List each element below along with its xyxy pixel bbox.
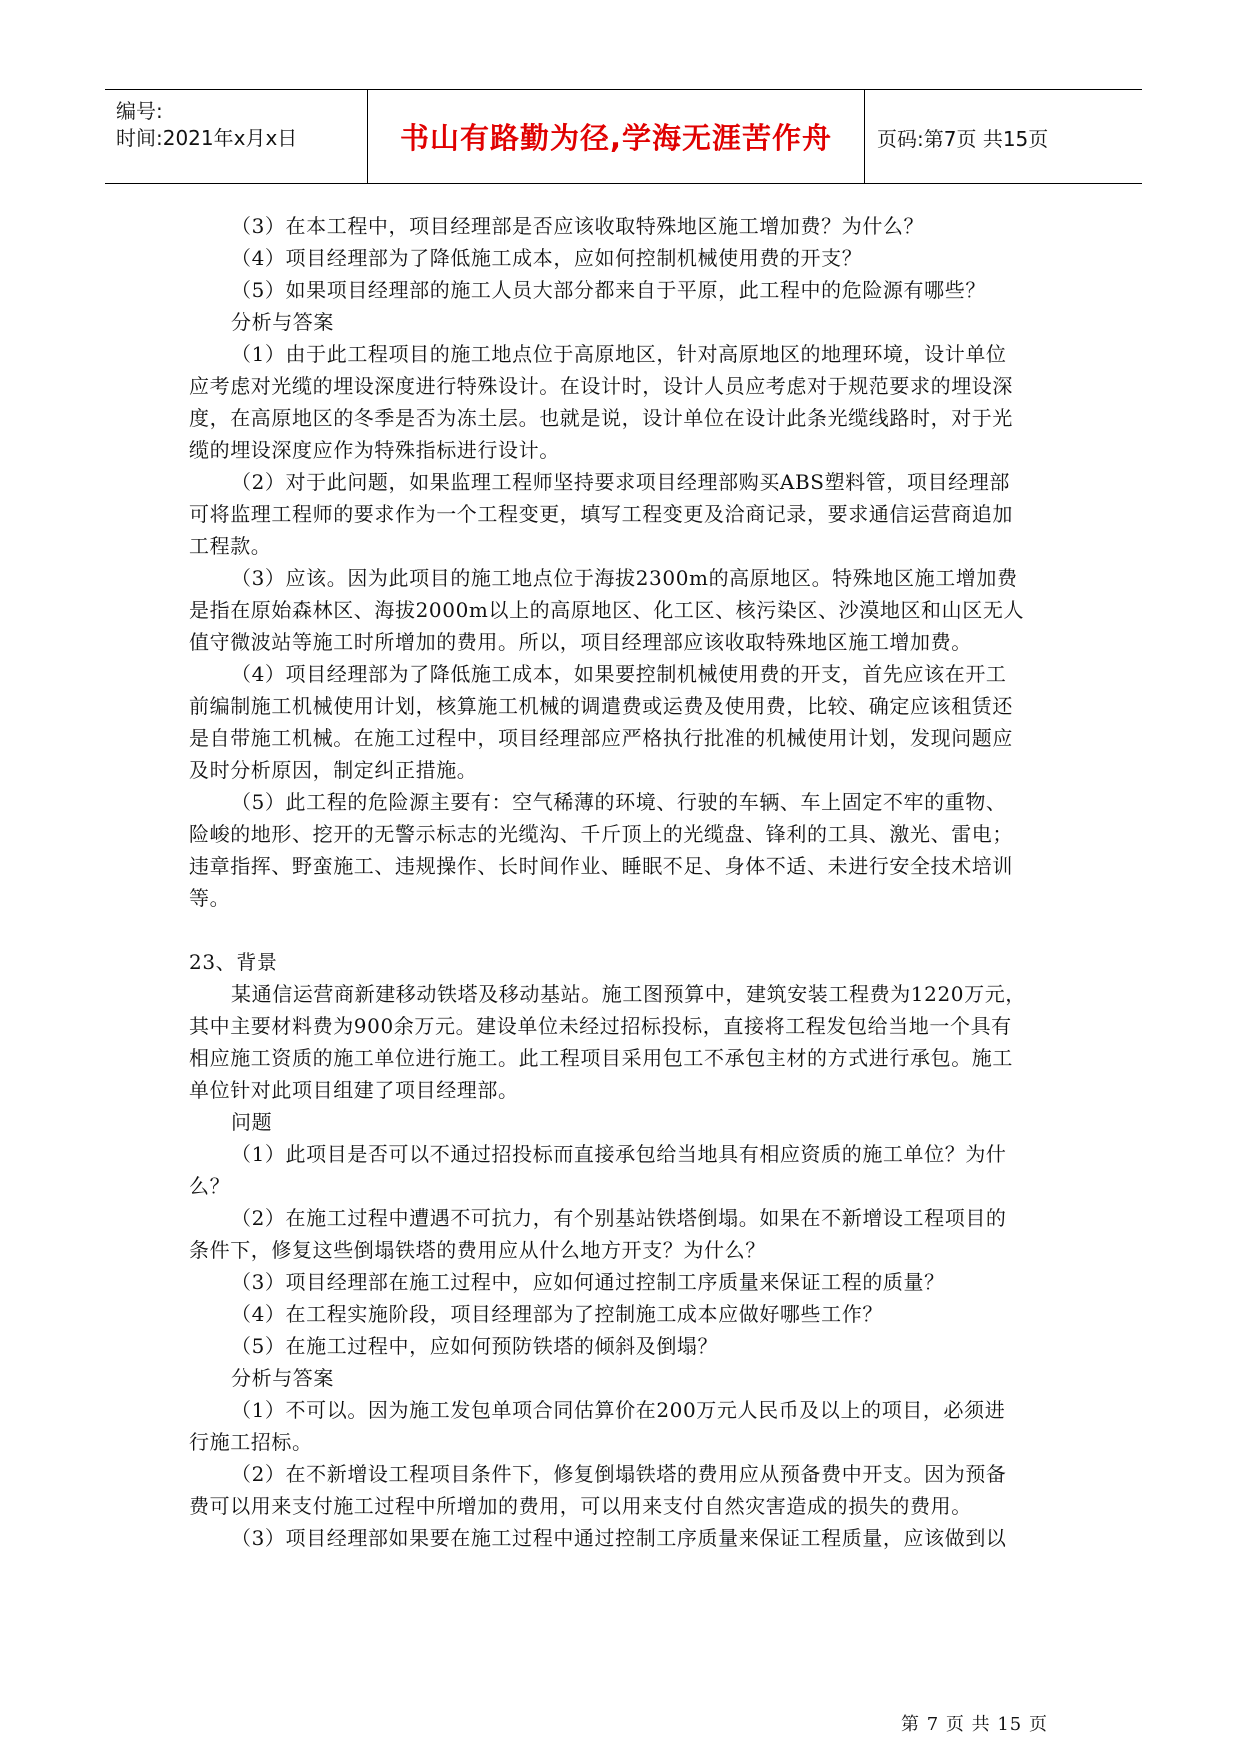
text-line: 等。 <box>189 886 231 910</box>
header-right-cell <box>865 90 1142 183</box>
header-motto: 书山有路勤为径,学海无涯苦作舟 <box>399 121 833 155</box>
text-line: （3）项目经理部在施工过程中，应如何通过控制工序质量来保证工程的质量？ <box>231 1270 945 1294</box>
text-line: 单位针对此项目组建了项目经理部。 <box>189 1078 519 1102</box>
text-line: （1）由于此工程项目的施工地点位于高原地区，针对高原地区的地理环境，设计单位 <box>231 342 1007 366</box>
text-line: （4）项目经理部为了降低施工成本，如果要控制机械使用费的开支，首先应该在开工 <box>231 662 1007 686</box>
text-line: 其中主要材料费为900余万元。建设单位未经过招标投标，直接将工程发包给当地一个具有 <box>189 1014 1012 1038</box>
text-line: （2）在不新增设工程项目条件下，修复倒塌铁塔的费用应从预备费中开支。因为预备 <box>231 1462 1007 1486</box>
header-page-code: 页码:第7页 共15页 <box>877 127 1049 151</box>
text-line: （5）在施工过程中，应如何预防铁塔的倾斜及倒塌？ <box>231 1334 719 1358</box>
text-line: （2）在施工过程中遭遇不可抗力，有个别基站铁塔倒塌。如果在不新增设工程项目的 <box>231 1206 1007 1230</box>
text-line: 条件下，修复这些倒塌铁塔的费用应从什么地方开支？为什么？ <box>189 1238 766 1262</box>
text-line: （3）项目经理部如果要在施工过程中通过控制工序质量来保证工程质量，应该做到以 <box>231 1526 1007 1550</box>
text-line: （3）应该。因为此项目的施工地点位于海拔2300m的高原地区。特殊地区施工增加费 <box>231 566 1018 590</box>
section-heading: 分析与答案 <box>231 310 334 334</box>
text-line: 某通信运营商新建移动铁塔及移动基站。施工图预算中，建筑安装工程费为1220万元， <box>231 982 1026 1006</box>
text-line: 费可以用来支付施工过程中所增加的费用，可以用来支付自然灾害造成的损失的费用。 <box>189 1494 972 1518</box>
text-line: 值守微波站等施工时所增加的费用。所以，项目经理部应该收取特殊地区施工增加费。 <box>189 630 972 654</box>
text-line: （1）此项目是否可以不通过招投标而直接承包给当地具有相应资质的施工单位？为什 <box>231 1142 1007 1166</box>
text-line: 应考虑对光缆的埋设深度进行特殊设计。在设计时，设计人员应考虑对于规范要求的埋设深 <box>189 374 1013 398</box>
text-line: 及时分析原因，制定纠正措施。 <box>189 758 478 782</box>
text-line: （2）对于此问题，如果监理工程师坚持要求项目经理部购买ABS塑料管，项目经理部 <box>231 470 1010 494</box>
text-line: （3）在本工程中，项目经理部是否应该收取特殊地区施工增加费？为什么？ <box>231 214 925 238</box>
text-line: 违章指挥、野蛮施工、违规操作、长时间作业、睡眠不足、身体不适、未进行安全技术培训 <box>189 854 1013 878</box>
document-number-label: 编号: <box>116 99 163 123</box>
text-line: 前编制施工机械使用计划，核算施工机械的调遣费或运费及使用费，比较、确定应该租赁还 <box>189 694 1013 718</box>
text-line: （4）在工程实施阶段，项目经理部为了控制施工成本应做好哪些工作？ <box>231 1302 883 1326</box>
text-line: 么？ <box>189 1174 231 1198</box>
header-middle-cell <box>368 90 865 183</box>
section-heading: 23、背景 <box>189 950 278 974</box>
text-line: 可将监理工程师的要求作为一个工程变更，填写工程变更及洽商记录，要求通信运营商追加 <box>189 502 1013 526</box>
text-line: 相应施工资质的施工单位进行施工。此工程项目采用包工不承包主材的方式进行承包。施工 <box>189 1046 1013 1070</box>
blank-line <box>189 914 1061 946</box>
page-footer-number: 第 7 页 共 15 页 <box>901 1714 1048 1735</box>
section-heading: 问题 <box>231 1110 273 1134</box>
text-line: （5）如果项目经理部的施工人员大部分都来自于平原，此工程中的危险源有哪些？ <box>231 278 986 302</box>
text-line: 行施工招标。 <box>189 1430 313 1454</box>
document-time-label: 时间:2021年x月x日 <box>116 126 298 150</box>
section-heading: 分析与答案 <box>231 1366 334 1390</box>
text-line: 险峻的地形、挖开的无警示标志的光缆沟、千斤顶上的光缆盘、锋利的工具、激光、雷电； <box>189 822 1013 846</box>
text-line: 度，在高原地区的冬季是否为冻土层。也就是说，设计单位在设计此条光缆线路时，对于光 <box>189 406 1013 430</box>
text-line: （4）项目经理部为了降低施工成本，应如何控制机械使用费的开支？ <box>231 246 863 270</box>
document-body <box>189 210 1061 1554</box>
text-line: （5）此工程的危险源主要有：空气稀薄的环境、行驶的车辆、车上固定不牢的重物、 <box>231 790 1007 814</box>
text-line: （1）不可以。因为施工发包单项合同估算价在200万元人民币及以上的项目，必须进 <box>231 1398 1006 1422</box>
header-left-cell <box>105 90 368 183</box>
page-header <box>105 89 1142 184</box>
text-line: 是指在原始森林区、海拔2000m以上的高原地区、化工区、核污染区、沙漠地区和山区无人 <box>189 598 1025 622</box>
text-line: 是自带施工机械。在施工过程中，项目经理部应严格执行批准的机械使用计划，发现问题应 <box>189 726 1013 750</box>
text-line: 缆的埋设深度应作为特殊指标进行设计。 <box>189 438 560 462</box>
text-line: 工程款。 <box>189 534 272 558</box>
